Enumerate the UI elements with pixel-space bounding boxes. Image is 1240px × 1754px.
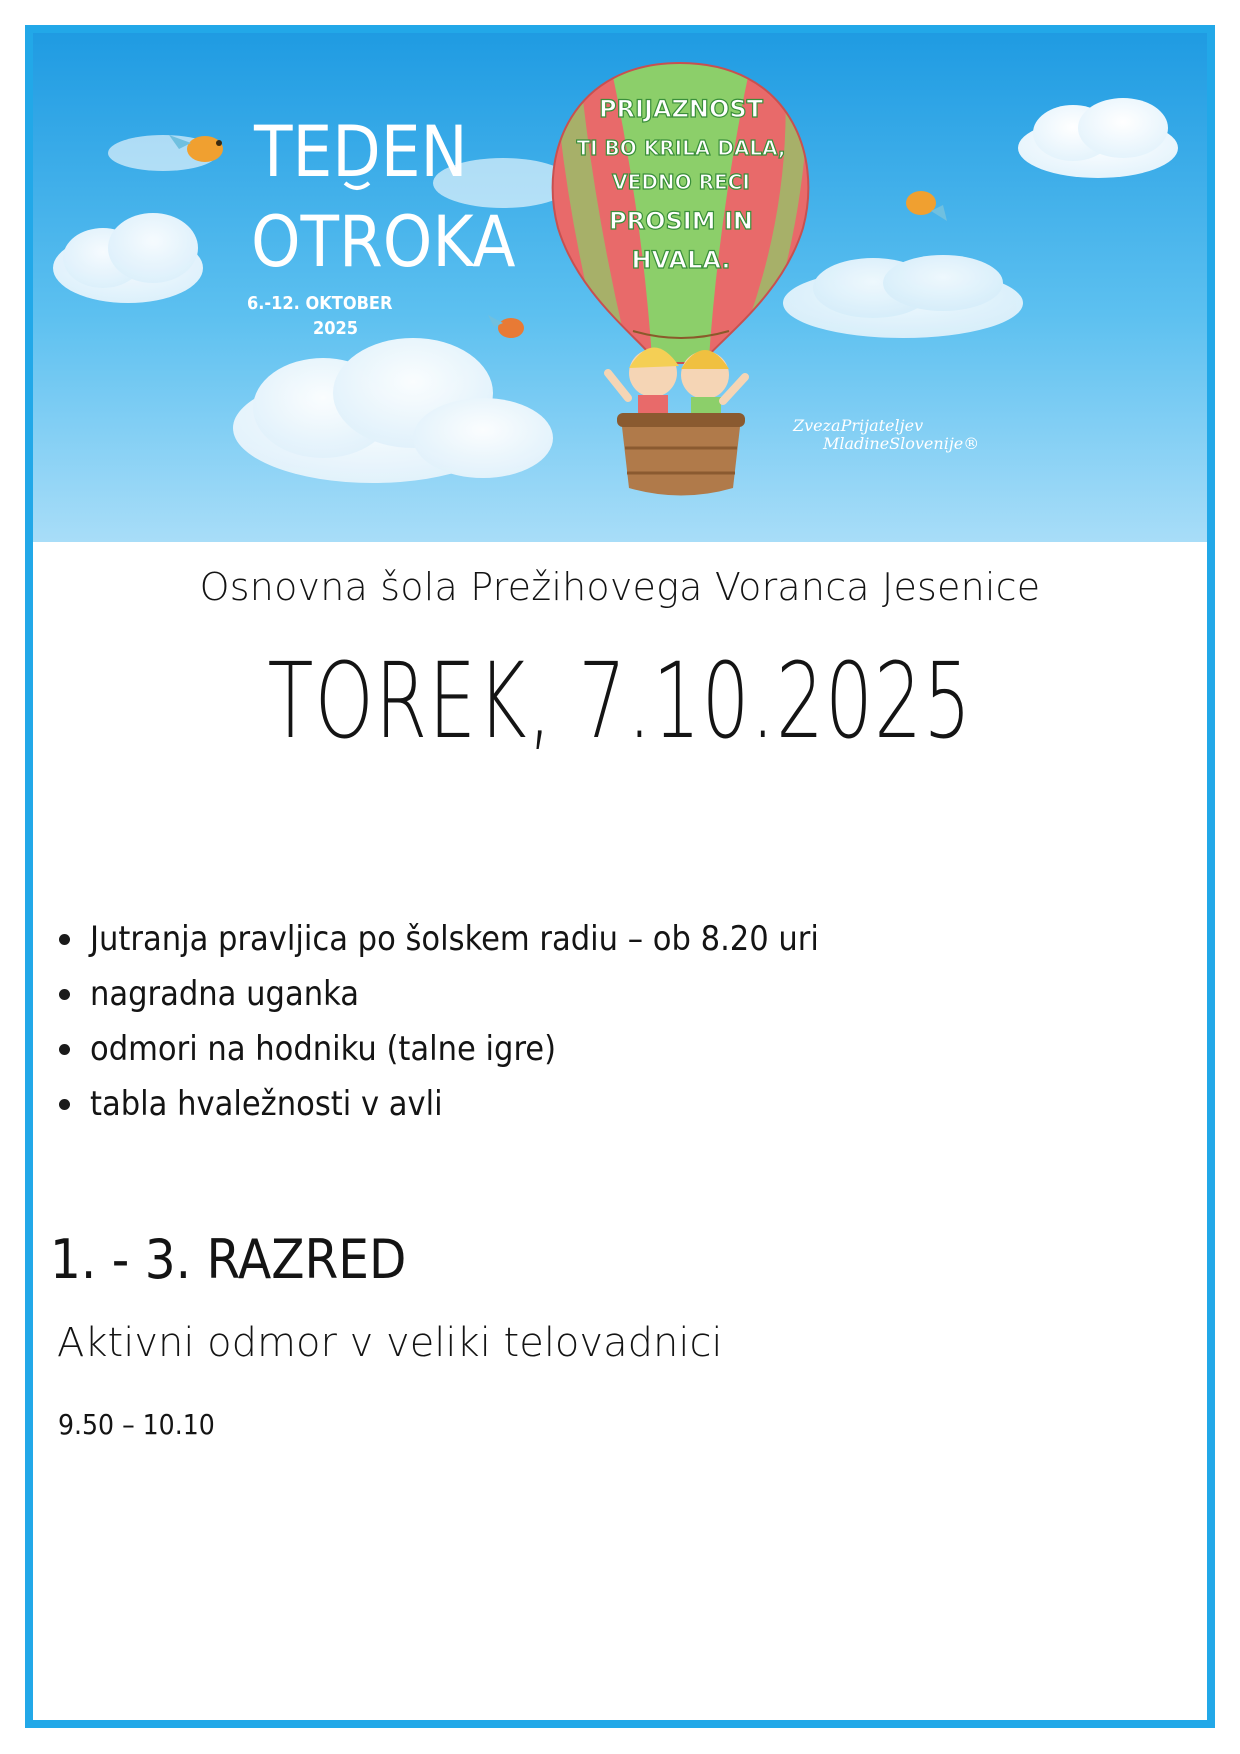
organizer-line1: ZvezaPrijateljev [793, 416, 924, 435]
bullet-icon [59, 1044, 70, 1055]
activities-list [56, 912, 819, 1132]
banner-illustration [33, 33, 1207, 542]
grade-heading: 1. - 3. RAZRED [50, 1228, 407, 1291]
school-name: Osnovna šola Prežihovega Voranca Jesenice [199, 565, 1041, 609]
list-item: nagradna uganka [56, 967, 819, 1022]
list-item: odmori na hodniku (talne igre) [56, 1022, 819, 1077]
balloon-line-4: PROSIM IN [609, 207, 753, 235]
bullet-icon [59, 989, 70, 1000]
balloon-line-1: PRIJAZNOST [598, 95, 764, 123]
event-year: 2025 [313, 318, 359, 339]
day-title: TOREK, 7.10.2025 [267, 640, 973, 762]
balloon-line-2: TI BO KRILA DALA, [576, 136, 786, 160]
balloon-line-5: HVALA. [631, 246, 731, 274]
event-dates: 6.-12. OKTOBER [247, 293, 393, 314]
organizer-line2: MladineSlovenije® [823, 434, 980, 453]
list-item: Jutranja pravljica po šolskem radiu – ob 8.20 uri [56, 912, 819, 967]
bullet-icon [59, 1099, 70, 1110]
teden-otroka-banner [33, 33, 1207, 542]
grade-activity: Aktivni odmor v veliki telovadnici [57, 1320, 723, 1366]
event-title-line1: TEDEN [254, 111, 468, 193]
event-title-line2: OTROKA [251, 201, 516, 283]
balloon-line-3: VEDNO RECI [612, 170, 750, 194]
bullet-icon [59, 934, 70, 945]
balloon-basket [617, 413, 745, 496]
list-item: tabla hvaležnosti v avli [56, 1077, 819, 1132]
grade-time: 9.50 – 10.10 [58, 1408, 215, 1441]
